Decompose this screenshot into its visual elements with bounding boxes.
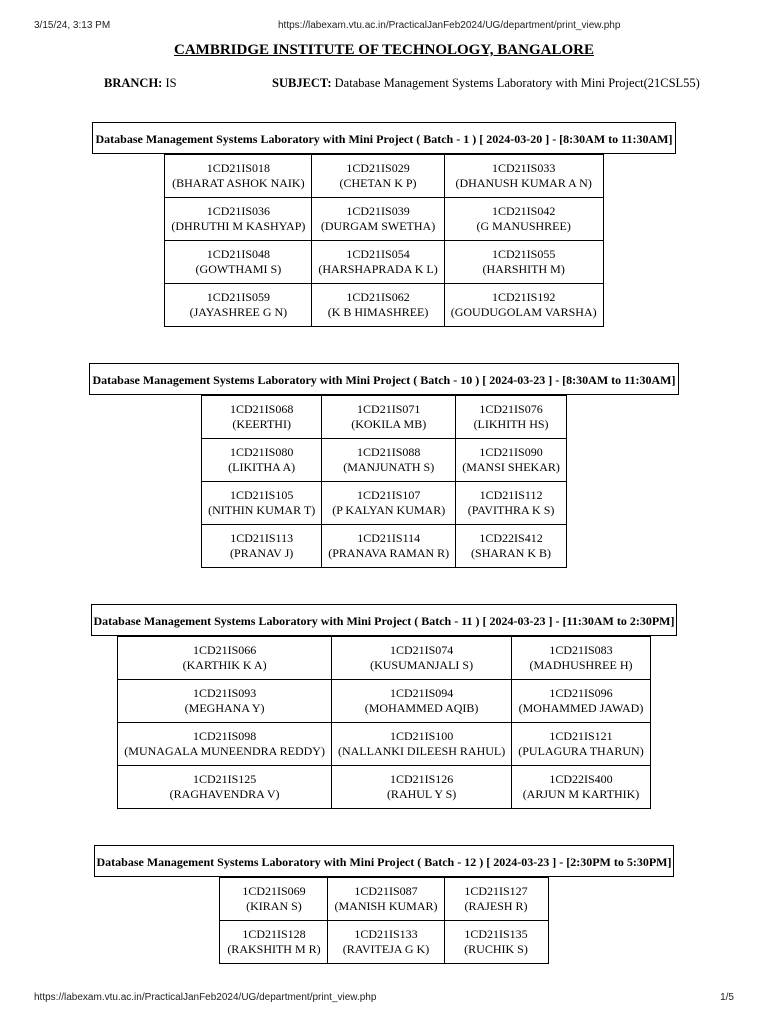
student-usn: 1CD21IS054 (346, 247, 410, 261)
student-cell (202, 439, 322, 482)
student-name: (PULAGURA THARUN) (518, 744, 644, 758)
batch-roster-table (219, 877, 548, 964)
student-name: (KEERTHI) (232, 417, 291, 431)
student-name: (RUCHIK S) (464, 942, 528, 956)
branch-line (104, 76, 177, 91)
table-row (202, 439, 567, 482)
student-cell (312, 155, 444, 198)
student-cell (165, 241, 312, 284)
student-name: (MOHAMMED JAWAD) (518, 701, 644, 715)
student-cell (331, 637, 511, 680)
table-row (165, 155, 603, 198)
student-usn: 1CD21IS059 (206, 290, 271, 304)
student-name: (DHRUTHI M KASHYAP) (171, 219, 306, 233)
student-name: (PAVITHRA K S) (467, 503, 555, 517)
student-name: (LIKITHA A) (228, 460, 296, 474)
student-usn: 1CD21IS107 (357, 488, 421, 502)
student-name: (SHARAN K B) (471, 546, 552, 560)
student-name: (DURGAM SWETHA) (320, 219, 436, 233)
student-cell (165, 155, 312, 198)
student-cell (444, 198, 603, 241)
table-row (202, 525, 567, 568)
student-cell (456, 525, 567, 568)
student-usn: 1CD21IS048 (206, 247, 271, 261)
student-name: (KARTHIK K A) (182, 658, 267, 672)
student-usn: 1CD22IS412 (479, 531, 543, 545)
student-usn: 1CD21IS076 (479, 402, 543, 416)
student-usn: 1CD22IS400 (549, 772, 613, 786)
student-usn: 1CD21IS039 (346, 204, 410, 218)
student-usn: 1CD21IS121 (549, 729, 613, 743)
student-usn: 1CD21IS127 (464, 884, 528, 898)
subject-line (272, 76, 700, 91)
student-usn: 1CD21IS094 (389, 686, 454, 700)
student-cell (220, 878, 328, 921)
student-usn: 1CD21IS133 (354, 927, 418, 941)
student-name: (P KALYAN KUMAR) (332, 503, 446, 517)
student-cell (118, 723, 332, 766)
table-row (118, 723, 650, 766)
table-row (202, 482, 567, 525)
student-usn: 1CD21IS068 (229, 402, 294, 416)
student-cell (118, 680, 332, 723)
student-name: (KOKILA MB) (351, 417, 427, 431)
student-usn: 1CD21IS018 (206, 161, 271, 175)
student-name: (PRANAVA RAMAN R) (328, 546, 450, 560)
student-usn: 1CD21IS114 (357, 531, 421, 545)
student-name: (GOWTHAMI S) (195, 262, 282, 276)
student-cell (444, 921, 548, 964)
student-usn: 1CD21IS096 (549, 686, 613, 700)
student-cell (456, 396, 567, 439)
student-name: (RAJESH R) (464, 899, 528, 913)
student-usn: 1CD21IS087 (354, 884, 418, 898)
student-name: (HARSHITH M) (482, 262, 565, 276)
student-name: (CHETAN K P) (339, 176, 417, 190)
institute-title: CAMBRIDGE INSTITUTE OF TECHNOLOGY, BANGALORE (174, 42, 594, 58)
batch-section (0, 604, 768, 809)
student-name: (MANSI SHEKAR) (462, 460, 560, 474)
student-name: (MANISH KUMAR) (334, 899, 438, 913)
student-cell (512, 637, 650, 680)
batch-roster-table (164, 154, 603, 327)
student-cell (322, 482, 456, 525)
student-cell (512, 680, 650, 723)
student-name: (NALLANKI DILEESH RAHUL) (337, 744, 506, 758)
student-cell (118, 766, 332, 809)
branch-label: BRANCH: (104, 76, 163, 90)
table-row (220, 921, 548, 964)
student-name: (K B HIMASHREE) (327, 305, 429, 319)
student-name: (LIKHITH HS) (473, 417, 549, 431)
page-number: 1/5 (720, 992, 734, 1003)
batch-title: Database Management Systems Laboratory with Mini Project ( Batch - 1 ) [ 2024-03-20 ] - [8:30AM to 11:30AM] (92, 122, 676, 154)
print-footer-url: https://labexam.vtu.ac.in/PracticalJanFeb2024/UG/department/print_view.php (34, 992, 377, 1003)
student-usn: 1CD21IS098 (192, 729, 257, 743)
student-cell (202, 482, 322, 525)
student-name: (MUNAGALA MUNEENDRA REDDY) (124, 744, 325, 758)
table-row (165, 198, 603, 241)
student-cell (322, 439, 456, 482)
student-cell (220, 921, 328, 964)
table-row (118, 637, 650, 680)
student-name: (GOUDUGOLAM VARSHA) (450, 305, 597, 319)
batch-title: Database Management Systems Laboratory with Mini Project ( Batch - 10 ) [ 2024-03-23 ] - [8:30AM to 11:30AM] (89, 363, 679, 395)
student-usn: 1CD21IS074 (389, 643, 454, 657)
student-usn: 1CD21IS105 (229, 488, 294, 502)
subject-label: SUBJECT: (272, 76, 332, 90)
student-cell (202, 396, 322, 439)
student-name: (G MANUSHREE) (476, 219, 571, 233)
student-cell (512, 766, 650, 809)
student-usn: 1CD21IS088 (357, 445, 421, 459)
student-usn: 1CD21IS036 (206, 204, 271, 218)
student-name: (RAGHAVENDRA V) (169, 787, 280, 801)
branch-value: IS (165, 76, 177, 90)
student-name: (RAVITEJA G K) (342, 942, 430, 956)
student-usn: 1CD21IS071 (357, 402, 421, 416)
student-cell (328, 878, 444, 921)
student-cell (444, 241, 603, 284)
student-cell (165, 284, 312, 327)
student-usn: 1CD21IS135 (464, 927, 528, 941)
student-cell (444, 155, 603, 198)
student-name: (HARSHAPRADA K L) (318, 262, 438, 276)
student-usn: 1CD21IS062 (346, 290, 410, 304)
student-cell (165, 198, 312, 241)
student-name: (MANJUNATH S) (343, 460, 435, 474)
student-usn: 1CD21IS042 (492, 204, 556, 218)
table-row (165, 284, 603, 327)
batch-title: Database Management Systems Laboratory with Mini Project ( Batch - 12 ) [ 2024-03-23 ] - [2:30PM to 5:30PM] (94, 845, 674, 877)
student-usn: 1CD21IS125 (192, 772, 257, 786)
student-name: (RAKSHITH M R) (227, 942, 321, 956)
student-name: (MEGHANA Y) (184, 701, 265, 715)
student-usn: 1CD21IS113 (230, 531, 294, 545)
student-usn: 1CD21IS055 (492, 247, 556, 261)
student-name: (NITHIN KUMAR T) (208, 503, 316, 517)
student-cell (322, 396, 456, 439)
student-cell (512, 723, 650, 766)
table-row (118, 680, 650, 723)
batch-section (0, 845, 768, 964)
student-cell (456, 439, 567, 482)
table-row (202, 396, 567, 439)
student-name: (ARJUN M KARTHIK) (522, 787, 640, 801)
student-name: (PRANAV J) (230, 546, 294, 560)
student-cell (118, 637, 332, 680)
student-usn: 1CD21IS066 (192, 643, 257, 657)
batch-roster-table (201, 395, 567, 568)
batch-section (0, 363, 768, 568)
student-name: (JAYASHREE G N) (189, 305, 288, 319)
student-usn: 1CD21IS090 (479, 445, 543, 459)
student-cell (202, 525, 322, 568)
student-cell (444, 878, 548, 921)
student-name: (BHARAT ASHOK NAIK) (172, 176, 305, 190)
student-usn: 1CD21IS192 (492, 290, 556, 304)
student-name: (DHANUSH KUMAR A N) (455, 176, 592, 190)
student-usn: 1CD21IS112 (479, 488, 543, 502)
student-usn: 1CD21IS126 (389, 772, 454, 786)
student-cell (444, 284, 603, 327)
student-usn: 1CD21IS093 (192, 686, 257, 700)
print-url: https://labexam.vtu.ac.in/PracticalJanFeb2024/UG/department/print_view.php (278, 20, 621, 31)
student-usn: 1CD21IS033 (492, 161, 556, 175)
student-name: (MADHUSHREE H) (529, 658, 633, 672)
print-datetime: 3/15/24, 3:13 PM (34, 20, 111, 31)
batch-section (0, 122, 768, 327)
student-cell (331, 766, 511, 809)
student-name: (MOHAMMED AQIB) (364, 701, 479, 715)
student-usn: 1CD21IS100 (389, 729, 454, 743)
student-cell (312, 284, 444, 327)
batch-title: Database Management Systems Laboratory with Mini Project ( Batch - 11 ) [ 2024-03-23 ] - [11:30AM to 2:30PM] (91, 604, 677, 636)
student-cell (312, 198, 444, 241)
student-usn: 1CD21IS029 (346, 161, 410, 175)
student-name: (KUSUMANJALI S) (370, 658, 474, 672)
student-usn: 1CD21IS083 (549, 643, 613, 657)
student-name: (RAHUL Y S) (386, 787, 457, 801)
student-usn: 1CD21IS128 (242, 927, 306, 941)
student-usn: 1CD21IS069 (242, 884, 306, 898)
batch-roster-table (117, 636, 650, 809)
table-row (220, 878, 548, 921)
student-name: (KIRAN S) (246, 899, 302, 913)
student-cell (456, 482, 567, 525)
student-usn: 1CD21IS080 (229, 445, 294, 459)
table-row (165, 241, 603, 284)
student-cell (331, 723, 511, 766)
student-cell (331, 680, 511, 723)
table-row (118, 766, 650, 809)
subject-value: Database Management Systems Laboratory with Mini Project(21CSL55) (334, 76, 700, 90)
student-cell (328, 921, 444, 964)
student-cell (312, 241, 444, 284)
student-cell (322, 525, 456, 568)
